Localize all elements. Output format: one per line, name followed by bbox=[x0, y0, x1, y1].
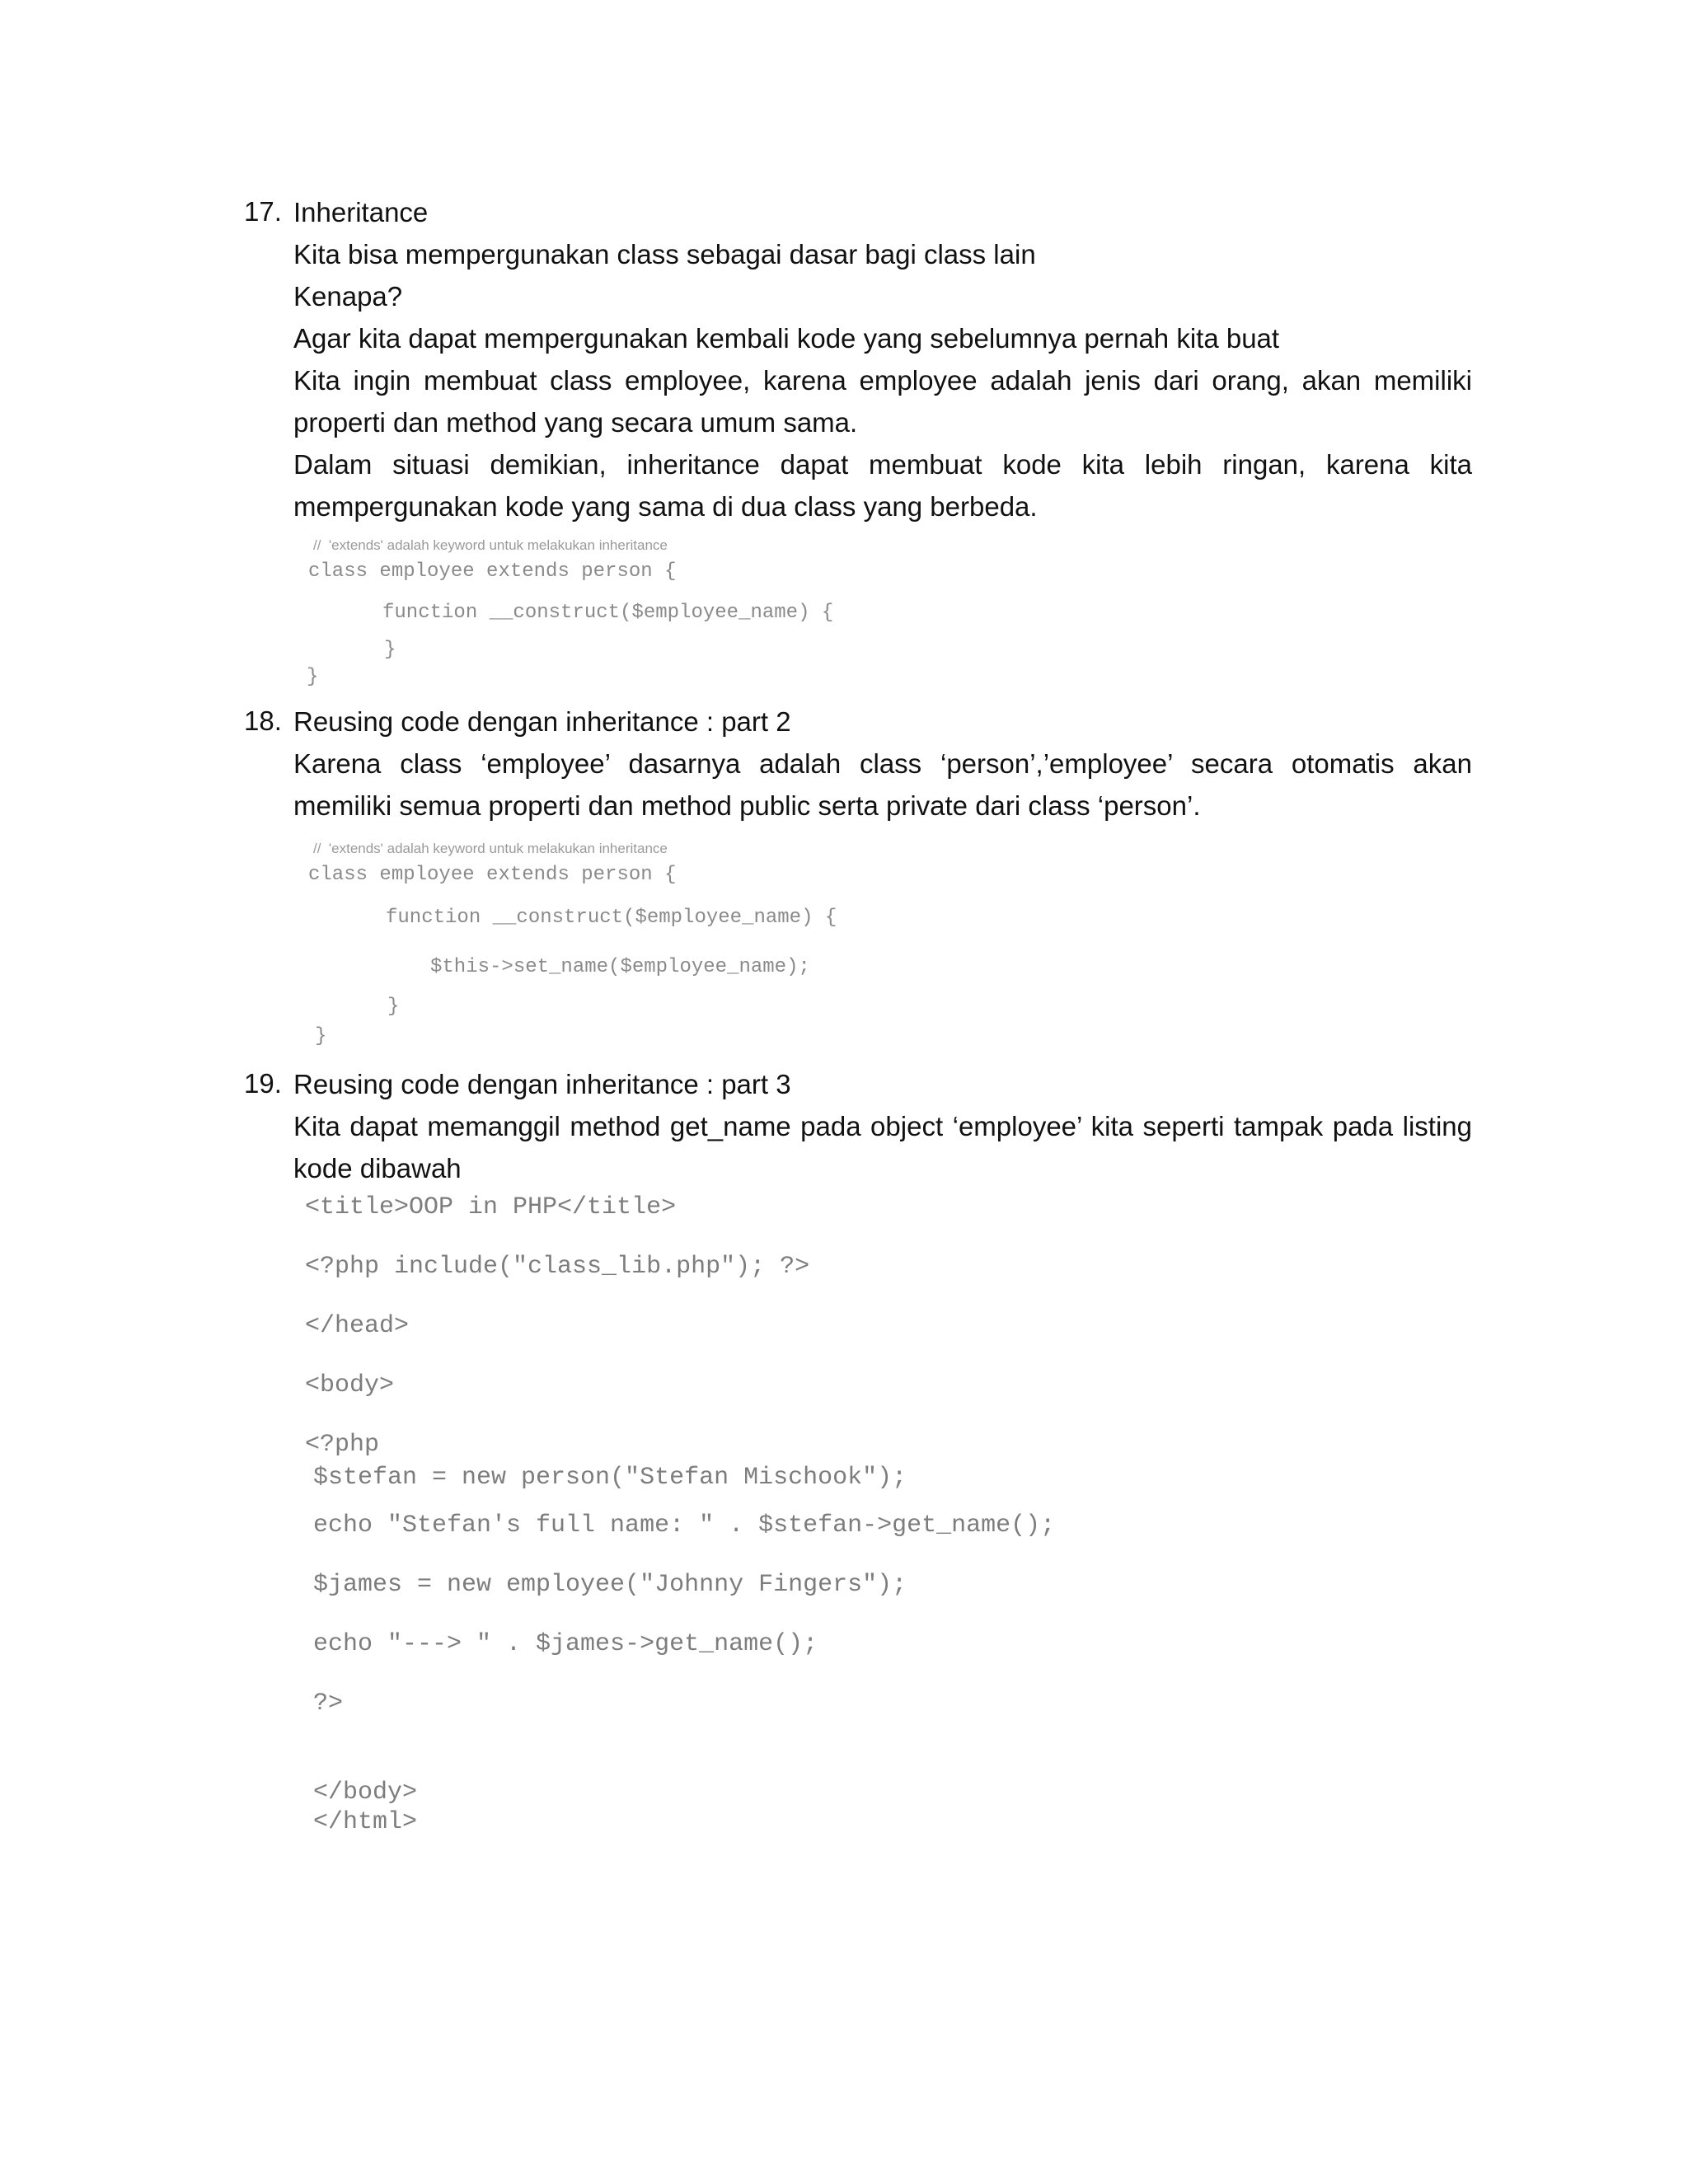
code-line: <title>OOP in PHP</title> bbox=[305, 1193, 677, 1221]
code-line: echo "Stefan's full name: " . $stefan->get_name(); bbox=[313, 1511, 1056, 1540]
section-18 bbox=[244, 701, 1472, 832]
code-line: <?php include("class_lib.php"); ?> bbox=[305, 1253, 810, 1281]
code-line: class employee extends person { bbox=[308, 864, 677, 886]
paragraph-line: Agar kita dapat mempergunakan kembali kode yang sebelumnya pernah kita buat bbox=[293, 323, 1280, 354]
code-line: </html> bbox=[313, 1808, 418, 1836]
code-line: function __construct($employee_name) { bbox=[382, 602, 834, 624]
paragraph: Dalam situasi demikian, inheritance dapat membuat kode kita lebih ringan, karena kita mempergunakan kode yang sama di dua class yang berbeda. bbox=[293, 449, 1472, 522]
paragraph: Kita ingin membuat class employee, karena employee adalah jenis dari orang, akan memiliki properti dan method yang secara umum sama. bbox=[293, 365, 1472, 438]
code-line: </body> bbox=[313, 1779, 418, 1807]
code-line: echo "---> " . $james->get_name(); bbox=[313, 1630, 818, 1658]
section-number: 17. bbox=[244, 196, 282, 227]
code-comment: // 'extends' adalah keyword untuk melakukan inheritance bbox=[313, 537, 668, 553]
code-line: <body> bbox=[305, 1371, 395, 1399]
code-line: } bbox=[387, 996, 400, 1018]
code-line: $stefan = new person("Stefan Mischook"); bbox=[313, 1464, 907, 1492]
paragraph-line: Kenapa? bbox=[293, 281, 403, 312]
code-line: $james = new employee("Johnny Fingers"); bbox=[313, 1571, 907, 1599]
paragraph-line: Kita bisa mempergunakan class sebagai dasar bagi class lain bbox=[293, 239, 1036, 269]
code-line: } bbox=[384, 639, 396, 661]
paragraph: Karena class ‘employee’ dasarnya adalah class ‘person’,’employee’ secara otomatis akan memiliki semua properti dan method public serta private dari class ‘person’. bbox=[293, 748, 1472, 821]
section-number: 19. bbox=[244, 1068, 282, 1099]
code-line: class employee extends person { bbox=[308, 560, 677, 583]
code-line: } bbox=[307, 666, 319, 688]
section-number: 18. bbox=[244, 705, 282, 736]
code-comment: // 'extends' adalah keyword untuk melakukan inheritance bbox=[313, 841, 668, 856]
code-line: </head> bbox=[305, 1312, 410, 1340]
section-title: Reusing code dengan inheritance : part 3 bbox=[293, 1069, 791, 1099]
code-line: ?> bbox=[313, 1690, 344, 1718]
paragraph: Kita dapat memanggil method get_name pada object ‘employee’ kita seperti tampak pada listing kode dibawah bbox=[293, 1111, 1472, 1183]
section-title: Reusing code dengan inheritance : part 2 bbox=[293, 706, 791, 737]
code-line: <?php bbox=[305, 1431, 380, 1459]
code-line: } bbox=[315, 1025, 327, 1047]
section-title: Inheritance bbox=[293, 197, 429, 227]
code-line: $this->set_name($employee_name); bbox=[430, 956, 810, 978]
section-19 bbox=[244, 1063, 1472, 1195]
code-line: function __construct($employee_name) { bbox=[386, 907, 837, 929]
